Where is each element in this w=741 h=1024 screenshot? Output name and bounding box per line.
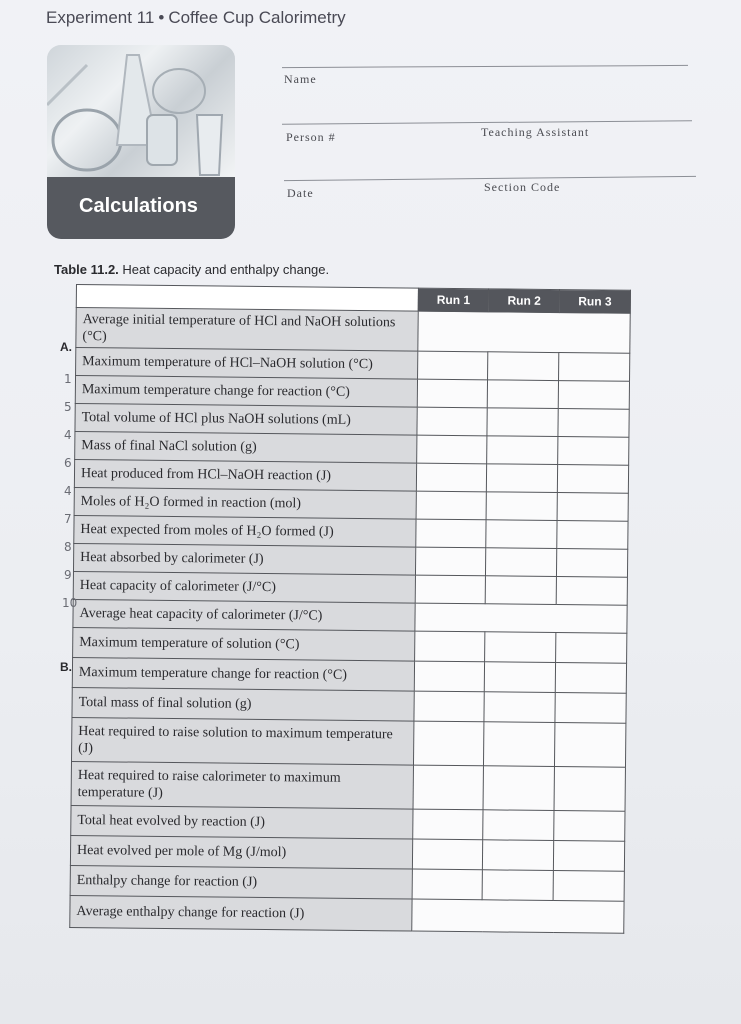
- row-label: Maximum temperature of HCl–NaOH solution (°C): [76, 348, 418, 380]
- experiment-name: Coffee Cup Calorimetry: [168, 8, 346, 27]
- row-label: Average heat capacity of calorimeter (J/°C): [73, 599, 415, 631]
- handwritten-mark: 9: [64, 568, 72, 582]
- answer-cell[interactable]: [557, 549, 628, 578]
- run-1-header: Run 1: [418, 288, 489, 312]
- row-label: Total mass of final solution (g): [72, 687, 414, 721]
- answer-cell[interactable]: [414, 691, 485, 722]
- row-label: Heat produced from HCl–NaOH reaction (J): [74, 459, 416, 491]
- answer-cell[interactable]: [555, 723, 626, 768]
- row-label: Heat evolved per mole of Mg (J/mol): [70, 835, 412, 869]
- answer-cell[interactable]: [554, 841, 625, 872]
- answer-cell[interactable]: [414, 661, 485, 692]
- answer-cell[interactable]: [412, 869, 483, 900]
- handwritten-mark: 7: [64, 512, 72, 526]
- answer-cell[interactable]: [415, 519, 486, 548]
- experiment-number: Experiment 11: [46, 8, 155, 27]
- answer-cell[interactable]: [558, 465, 629, 494]
- row-label: Heat required to raise solution to maximum temperature (J): [71, 717, 413, 765]
- answer-cell[interactable]: [486, 576, 557, 605]
- answer-cell[interactable]: [415, 547, 486, 576]
- answer-cell[interactable]: [557, 493, 628, 522]
- answer-cell[interactable]: [484, 722, 555, 767]
- answer-cell[interactable]: [487, 408, 558, 437]
- answer-cell[interactable]: [416, 491, 487, 520]
- handwritten-mark: 5: [64, 400, 72, 414]
- answer-cell[interactable]: [555, 663, 626, 694]
- answer-cell[interactable]: [556, 633, 627, 664]
- answer-cell[interactable]: [415, 575, 486, 604]
- answer-cell[interactable]: [558, 409, 629, 438]
- part-b-marker: B.: [60, 660, 72, 674]
- teaching-assistant-label: Teaching Assistant: [481, 125, 590, 139]
- answer-cell[interactable]: [417, 351, 488, 380]
- answer-cell[interactable]: [413, 721, 484, 766]
- answer-cell[interactable]: [554, 767, 625, 812]
- row-label: Maximum temperature change for reaction (°C): [75, 376, 417, 408]
- table-caption: [54, 262, 329, 277]
- run-2-header: Run 2: [489, 289, 560, 313]
- answer-cell[interactable]: [559, 353, 630, 382]
- answer-cell[interactable]: [417, 407, 488, 436]
- handwritten-mark: 8: [64, 540, 72, 554]
- answer-cell[interactable]: [486, 548, 557, 577]
- answer-cell[interactable]: [554, 811, 625, 842]
- section-code-label: Section Code: [484, 180, 561, 194]
- answer-cell[interactable]: [416, 463, 487, 492]
- name-line[interactable]: [282, 65, 688, 68]
- table-row: [71, 717, 625, 767]
- answer-cell[interactable]: [414, 631, 485, 662]
- heat-capacity-table: [69, 284, 631, 934]
- answer-cell[interactable]: [483, 840, 554, 871]
- answer-cell-merged[interactable]: [411, 899, 624, 933]
- answer-cell[interactable]: [488, 352, 559, 381]
- answer-cell[interactable]: [483, 810, 554, 841]
- answer-cell-merged[interactable]: [415, 603, 628, 633]
- answer-cell[interactable]: [486, 520, 557, 549]
- answer-cell[interactable]: [487, 492, 558, 521]
- answer-cell[interactable]: [557, 521, 628, 550]
- answer-cell[interactable]: [558, 437, 629, 466]
- answer-cell[interactable]: [487, 464, 558, 493]
- handwritten-mark: 4: [64, 484, 72, 498]
- answer-cell[interactable]: [488, 380, 559, 409]
- part-a-marker: A.: [60, 340, 72, 354]
- row-label: Moles of H₂O formed in reaction (mol): [74, 487, 416, 519]
- answer-cell[interactable]: [485, 662, 556, 693]
- answer-cell[interactable]: [412, 809, 483, 840]
- row-label: Heat required to raise calorimeter to maximum temperature (J): [71, 761, 413, 809]
- answer-cell[interactable]: [413, 765, 484, 810]
- table-row: [70, 895, 624, 933]
- calculations-label: Calculations: [79, 195, 198, 217]
- row-label: Mass of final NaCl solution (g): [75, 431, 417, 463]
- lab-photo-card: [47, 45, 235, 239]
- table-number: Table 11.2.: [54, 262, 119, 277]
- row-label: Average enthalpy change for reaction (J): [70, 895, 412, 931]
- handwritten-mark: 4: [64, 428, 72, 442]
- answer-cell[interactable]: [416, 435, 487, 464]
- handwritten-mark: 6: [64, 456, 72, 470]
- person-label: Person #: [286, 130, 336, 144]
- answer-cell[interactable]: [555, 693, 626, 724]
- title-separator: •: [158, 8, 165, 27]
- row-label: Heat capacity of calorimeter (J/°C): [73, 571, 415, 603]
- table-title: Heat capacity and enthalpy change.: [122, 262, 330, 277]
- answer-cell[interactable]: [483, 766, 554, 811]
- answer-cell-merged[interactable]: [418, 311, 631, 353]
- row-label: Heat expected from moles of H₂O formed (J): [74, 515, 416, 547]
- row-label: Maximum temperature change for reaction (°C): [72, 657, 414, 691]
- answer-cell[interactable]: [558, 381, 629, 410]
- row-label: Average initial temperature of HCl and NaOH solutions (°C): [76, 308, 418, 352]
- answer-cell[interactable]: [484, 692, 555, 723]
- run-3-header: Run 3: [559, 290, 630, 314]
- answer-cell[interactable]: [553, 871, 624, 902]
- experiment-title: [46, 8, 346, 28]
- answer-cell[interactable]: [483, 870, 554, 901]
- date-label: Date: [287, 186, 314, 200]
- lab-glassware-photo: [47, 45, 235, 177]
- handwritten-mark: 1: [64, 372, 72, 386]
- table-row: [71, 761, 625, 811]
- row-label: Total heat evolved by reaction (J): [71, 805, 413, 839]
- answer-cell[interactable]: [485, 632, 556, 663]
- row-label: Enthalpy change for reaction (J): [70, 865, 412, 899]
- table-row: [76, 308, 630, 354]
- answer-cell[interactable]: [556, 577, 627, 606]
- answer-cell[interactable]: [412, 839, 483, 870]
- row-label: Maximum temperature of solution (°C): [73, 627, 415, 661]
- name-label: Name: [284, 72, 317, 86]
- answer-cell[interactable]: [487, 436, 558, 465]
- answer-cell[interactable]: [417, 379, 488, 408]
- row-label: Total volume of HCl plus NaOH solutions (mL): [75, 403, 417, 435]
- row-label: Heat absorbed by calorimeter (J): [73, 543, 415, 575]
- handwritten-mark: 10: [62, 596, 78, 610]
